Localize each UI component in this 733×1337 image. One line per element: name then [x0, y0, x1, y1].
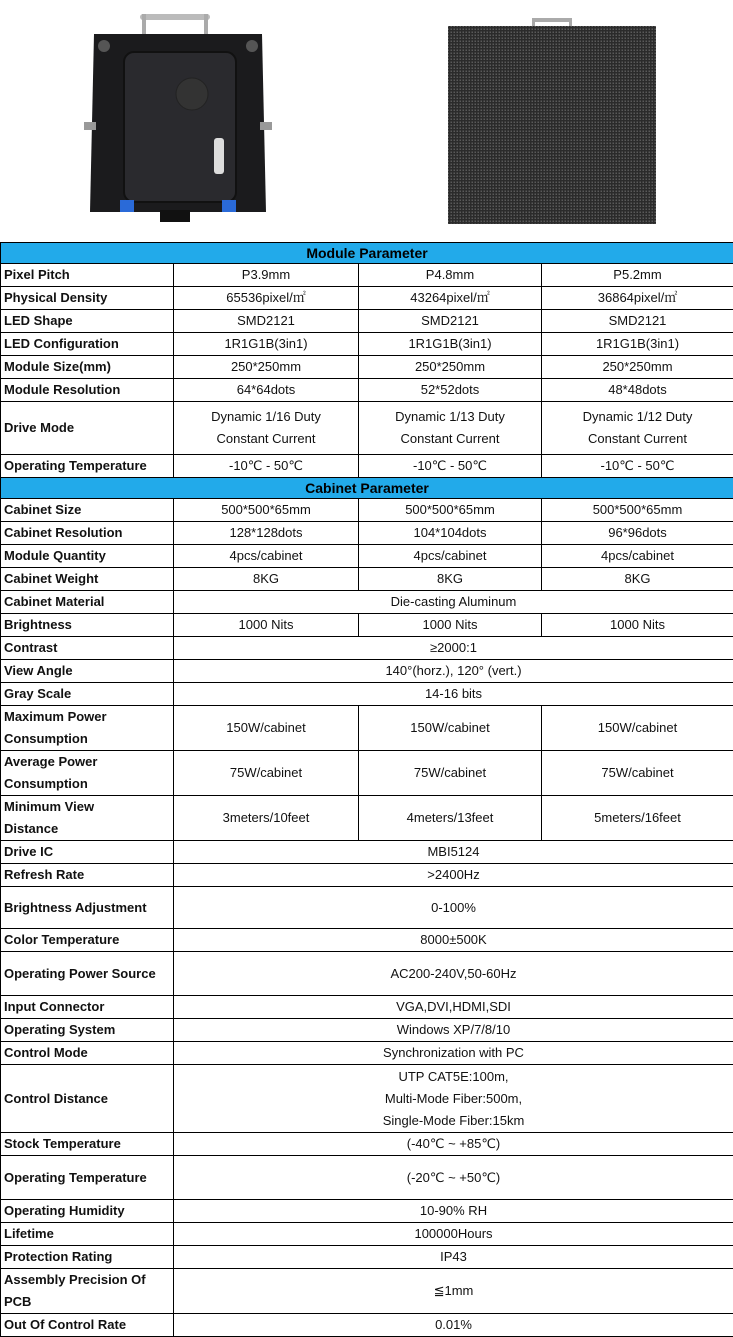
spec-label: Contrast: [1, 637, 174, 660]
spec-label: Out Of Control Rate: [1, 1314, 174, 1337]
spec-label: Drive Mode: [1, 402, 174, 455]
spec-value: 150W/cabinet: [174, 706, 359, 751]
spec-row: [1, 522, 733, 545]
spec-row: [1, 683, 733, 706]
spec-value: ≦1mm: [174, 1269, 733, 1314]
spec-value: 500*500*65mm: [542, 499, 733, 522]
spec-row: [1, 864, 733, 887]
spec-label: Operating Power Source: [1, 952, 174, 996]
spec-value: Synchronization with PC: [174, 1042, 733, 1065]
spec-value: 1R1G1B(3in1): [542, 333, 733, 356]
spec-row: [1, 499, 733, 522]
spec-row: [1, 996, 733, 1019]
spec-label: Module Size(mm): [1, 356, 174, 379]
spec-value: 75W/cabinet: [359, 751, 542, 796]
spec-row: [1, 310, 733, 333]
spec-label: Cabinet Material: [1, 591, 174, 614]
spec-value: 4pcs/cabinet: [542, 545, 733, 568]
spec-label: Operating System: [1, 1019, 174, 1042]
spec-value: 43264pixel/㎡: [359, 287, 542, 310]
spec-label: Cabinet Weight: [1, 568, 174, 591]
spec-row: [1, 568, 733, 591]
spec-value: 75W/cabinet: [174, 751, 359, 796]
spec-value: 4meters/13feet: [359, 796, 542, 841]
spec-row: [1, 1133, 733, 1156]
spec-value: -10℃ - 50℃: [359, 455, 542, 478]
spec-value: 1000 Nits: [174, 614, 359, 637]
spec-label: Module Resolution: [1, 379, 174, 402]
spec-value: 4pcs/cabinet: [359, 545, 542, 568]
spec-value: 10-90% RH: [174, 1200, 733, 1223]
spec-value: Dynamic 1/16 Duty Constant Current: [174, 402, 359, 455]
spec-row: [1, 796, 733, 841]
spec-value: (-20℃ ~ +50℃): [174, 1156, 733, 1200]
spec-value: 0.01%: [174, 1314, 733, 1337]
spec-label: View Angle: [1, 660, 174, 683]
spec-value: 5meters/16feet: [542, 796, 733, 841]
spec-value: 104*104dots: [359, 522, 542, 545]
spec-value: 1000 Nits: [542, 614, 733, 637]
spec-value: SMD2121: [542, 310, 733, 333]
spec-value: 8000±500K: [174, 929, 733, 952]
spec-value: 500*500*65mm: [359, 499, 542, 522]
spec-row: [1, 751, 733, 796]
spec-value: 64*64dots: [174, 379, 359, 402]
spec-label: Refresh Rate: [1, 864, 174, 887]
spec-value: IP43: [174, 1246, 733, 1269]
spec-value: Die-casting Aluminum: [174, 591, 733, 614]
spec-value: 140°(horz.), 120° (vert.): [174, 660, 733, 683]
spec-row: [1, 1156, 733, 1200]
spec-value: 8KG: [359, 568, 542, 591]
product-images: [0, 0, 733, 242]
spec-value: 4pcs/cabinet: [174, 545, 359, 568]
spec-row: [1, 637, 733, 660]
spec-row: [1, 1042, 733, 1065]
spec-label: Assembly Precision Of PCB: [1, 1269, 174, 1314]
spec-value: P3.9mm: [174, 264, 359, 287]
spec-row: [1, 545, 733, 568]
spec-label: Stock Temperature: [1, 1133, 174, 1156]
spec-value: 250*250mm: [542, 356, 733, 379]
spec-label: Cabinet Size: [1, 499, 174, 522]
spec-value: 8KG: [174, 568, 359, 591]
spec-value: (-40℃ ~ +85℃): [174, 1133, 733, 1156]
spec-row: [1, 706, 733, 751]
spec-row: [1, 1200, 733, 1223]
spec-row: [1, 379, 733, 402]
spec-label: Input Connector: [1, 996, 174, 1019]
spec-label: Maximum Power Consumption: [1, 706, 174, 751]
led-panel-front-photo: [444, 16, 660, 228]
spec-row: [1, 1314, 733, 1337]
spec-label: Control Mode: [1, 1042, 174, 1065]
spec-value: Dynamic 1/12 Duty Constant Current: [542, 402, 733, 455]
spec-label: Pixel Pitch: [1, 264, 174, 287]
spec-label: Operating Humidity: [1, 1200, 174, 1223]
spec-value: 8KG: [542, 568, 733, 591]
spec-label: Drive IC: [1, 841, 174, 864]
spec-value: 128*128dots: [174, 522, 359, 545]
spec-value: SMD2121: [359, 310, 542, 333]
spec-value: 1R1G1B(3in1): [359, 333, 542, 356]
cabinet-back-photo: [80, 12, 276, 230]
spec-label: Protection Rating: [1, 1246, 174, 1269]
spec-label: Operating Temperature: [1, 455, 174, 478]
spec-table: [0, 242, 733, 1337]
spec-value: -10℃ - 50℃: [542, 455, 733, 478]
spec-value: P5.2mm: [542, 264, 733, 287]
spec-label: Module Quantity: [1, 545, 174, 568]
spec-value: 52*52dots: [359, 379, 542, 402]
spec-row: [1, 455, 733, 478]
spec-label: Cabinet Resolution: [1, 522, 174, 545]
spec-value: ≥2000:1: [174, 637, 733, 660]
spec-row: [1, 591, 733, 614]
spec-value: >2400Hz: [174, 864, 733, 887]
spec-value: -10℃ - 50℃: [174, 455, 359, 478]
spec-value: 75W/cabinet: [542, 751, 733, 796]
spec-value: 150W/cabinet: [359, 706, 542, 751]
spec-label: Brightness: [1, 614, 174, 637]
spec-value: 150W/cabinet: [542, 706, 733, 751]
spec-row: [1, 887, 733, 929]
spec-label: Color Temperature: [1, 929, 174, 952]
spec-label: LED Configuration: [1, 333, 174, 356]
spec-row: [1, 1065, 733, 1133]
spec-label: Operating Temperature: [1, 1156, 174, 1200]
spec-row: [1, 929, 733, 952]
spec-value: VGA,DVI,HDMI,SDI: [174, 996, 733, 1019]
cabinet-parameter-header: Cabinet Parameter: [1, 478, 733, 499]
spec-row: [1, 614, 733, 637]
spec-row: [1, 1246, 733, 1269]
spec-label: Gray Scale: [1, 683, 174, 706]
spec-value: 250*250mm: [174, 356, 359, 379]
spec-row: [1, 660, 733, 683]
spec-row: [1, 1019, 733, 1042]
spec-label: Control Distance: [1, 1065, 174, 1133]
spec-row: [1, 356, 733, 379]
spec-value: 1R1G1B(3in1): [174, 333, 359, 356]
spec-value: 0-100%: [174, 887, 733, 929]
spec-value: Dynamic 1/13 Duty Constant Current: [359, 402, 542, 455]
spec-label: Physical Density: [1, 287, 174, 310]
spec-label: LED Shape: [1, 310, 174, 333]
spec-value: 14-16 bits: [174, 683, 733, 706]
spec-row: [1, 952, 733, 996]
spec-value: 3meters/10feet: [174, 796, 359, 841]
spec-value: UTP CAT5E:100m, Multi-Mode Fiber:500m, Single-Mode Fiber:15km: [174, 1065, 733, 1133]
spec-row: [1, 1223, 733, 1246]
spec-value: AC200-240V,50-60Hz: [174, 952, 733, 996]
spec-row: [1, 287, 733, 310]
spec-value: SMD2121: [174, 310, 359, 333]
spec-value: 250*250mm: [359, 356, 542, 379]
spec-label: Lifetime: [1, 1223, 174, 1246]
spec-value: 36864pixel/㎡: [542, 287, 733, 310]
spec-row: [1, 402, 733, 455]
spec-row: [1, 264, 733, 287]
spec-row: [1, 841, 733, 864]
spec-row: [1, 333, 733, 356]
spec-value: MBI5124: [174, 841, 733, 864]
spec-label: Minimum View Distance: [1, 796, 174, 841]
spec-row: [1, 1269, 733, 1314]
spec-value: Windows XP/7/8/10: [174, 1019, 733, 1042]
spec-value: 100000Hours: [174, 1223, 733, 1246]
spec-label: Brightness Adjustment: [1, 887, 174, 929]
spec-value: 1000 Nits: [359, 614, 542, 637]
spec-value: P4.8mm: [359, 264, 542, 287]
spec-value: 65536pixel/㎡: [174, 287, 359, 310]
spec-value: 48*48dots: [542, 379, 733, 402]
spec-value: 96*96dots: [542, 522, 733, 545]
spec-value: 500*500*65mm: [174, 499, 359, 522]
spec-label: Average Power Consumption: [1, 751, 174, 796]
module-parameter-header: Module Parameter: [1, 243, 733, 264]
